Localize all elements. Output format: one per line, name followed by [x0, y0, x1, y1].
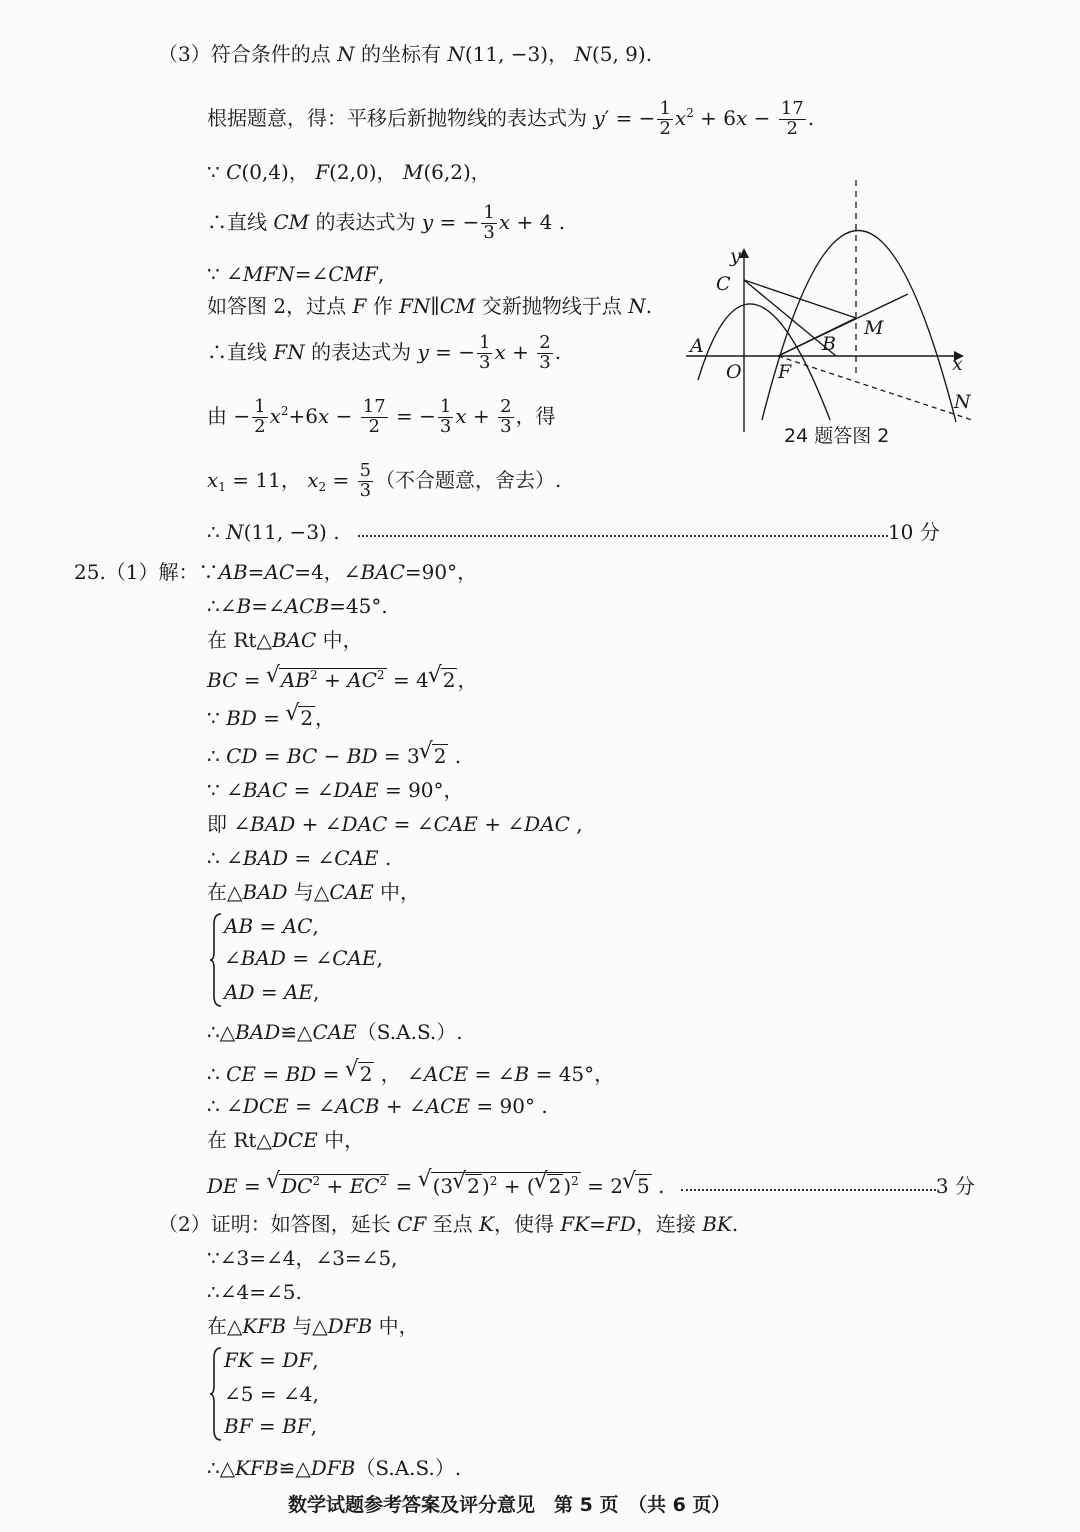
line-equation: 由 − $\frac{1}{2}$ $x^2+6x$ − $\frac{17}{2}$ = − $\frac{1}{3}$ x + $\frac{2}{3}$ ，得: [207, 396, 556, 437]
line-angle-b: ∴∠B=∠ACB=45°.: [207, 594, 388, 618]
label-m: M: [864, 317, 884, 339]
line-angle-bac-dae: ∵ ∠BAC = ∠DAE = 90°，: [207, 778, 464, 802]
brace-1: [208, 912, 224, 1008]
line-angle-bad-cae: ∴ ∠BAD = ∠CAE .: [207, 846, 392, 870]
line-cond-2c: BF = BF,: [224, 1414, 317, 1438]
line-cond-2a: FK = DF,: [224, 1348, 319, 1372]
brace-2: [208, 1346, 224, 1442]
label-b: B: [822, 333, 836, 355]
line-angle-dce: ∴ ∠DCE = ∠ACB + ∠ACE = 90° .: [207, 1094, 548, 1118]
line-angles-345: ∵∠3=∠4，∠3=∠5,: [207, 1246, 398, 1270]
line-fn: [778, 356, 972, 420]
page-footer: 数学试题参考答案及评分意见 第 5 页 （共 6 页）: [288, 1494, 731, 1516]
original-parabola: [698, 304, 830, 420]
line-rt-dce: 在 Rt△DCE 中，: [207, 1128, 365, 1152]
label-x: x: [952, 353, 963, 375]
label-n: N: [954, 391, 971, 413]
line-angle-mfn: ∵ ∠MFN=∠CMF,: [207, 262, 385, 286]
label-f: F: [778, 361, 792, 383]
line-n-result: ∴ N(11, −3) . 10 分: [207, 520, 940, 544]
line-angle-sum: 即 ∠BAD + ∠DAC = ∠CAE + ∠DAC ,: [207, 812, 583, 836]
score-3: 3 分: [935, 1174, 975, 1198]
line-congruent-2: ∴△KFB≌△DFB（S.A.S.）.: [207, 1456, 462, 1480]
line-q25-start: 25.（1）解：∵AB=AC=4，∠BAC=90°，: [74, 560, 478, 584]
line-ce: ∴ CE = BD = √ 2 ， ∠ACE = ∠B = 45°，: [207, 1062, 614, 1084]
figure-24-answer-2: [680, 170, 980, 460]
label-c: C: [716, 273, 731, 295]
line-angle-4-5: ∴∠4=∠5.: [207, 1280, 302, 1304]
figure-caption: 24 题答图 2: [784, 425, 890, 447]
new-parabola: [762, 230, 956, 422]
line-cm: [744, 280, 856, 318]
score-10: 10 分: [887, 520, 940, 544]
line-de: DE = √ $DC^2 + EC^2$ = √ (3√ 2 )$^2$ + (√ 2 )$^2$ = 2√ 5 . 3 分: [207, 1172, 975, 1196]
line-triangles-1: 在△BAD 与△CAE 中，: [207, 880, 421, 904]
line-cd: ∴ CD = BC − BD = 3√ 2 .: [207, 744, 461, 766]
line-congruent-1: ∴△BAD≌△CAE（S.A.S.）.: [207, 1020, 463, 1044]
line-triangles-2: 在△KFB 与△DFB 中，: [207, 1314, 419, 1338]
label-y: y: [730, 245, 741, 267]
line-rt-bac: 在 Rt△BAC 中，: [207, 628, 363, 652]
line-cond-2b: ∠5 = ∠4,: [224, 1382, 319, 1406]
line-points: ∵ C(0,4)， F(2,0)， M(6,2)，: [207, 160, 491, 184]
line-cond-1b: ∠BAD = ∠CAE,: [224, 946, 383, 970]
line-bc: BC = √ $AB^2 + AC^2 = 4√$ 2 ，: [207, 668, 477, 690]
line-fn-expression: ∴直线 FN 的表达式为 y = − $\frac{1}{3}$ x + $\frac{2}{3}$ .: [207, 332, 562, 373]
line-cond-1a: AB = AC,: [224, 914, 319, 938]
label-a: A: [690, 335, 704, 357]
line-roots: $x_1 = 11$， $x_2$ = $\frac{5}{3}$ （不合题意，舍去）.: [207, 460, 562, 501]
line-cm-expression: ∴直线 CM 的表达式为 y = − $\frac{1}{3}$ x + 4 .: [207, 202, 566, 243]
line-bd: ∵ BD = √ 2 ，: [207, 706, 335, 728]
line-f-b: [778, 318, 856, 356]
line-fn-parallel: 如答图 2，过点 F 作 FN∥CM 交新抛物线于点 N.: [207, 294, 653, 318]
line-cond-1c: AD = AE,: [224, 980, 320, 1004]
line-part2-proof: （2）证明：如答图，延长 CF 至点 K，使得 FK=FD，连接 BK.: [158, 1212, 739, 1236]
label-o: O: [726, 361, 742, 383]
line-part3-answer: （3）符合条件的点 N 的坐标有 N(11, −3)， N(5, 9).: [158, 42, 653, 66]
line-new-parabola: 根据题意，得：平移后新抛物线的表达式为 y′ = − $\frac{1}{2}$ $x^2 + 6x$ − $\frac{17}{2}$ .: [207, 98, 815, 139]
